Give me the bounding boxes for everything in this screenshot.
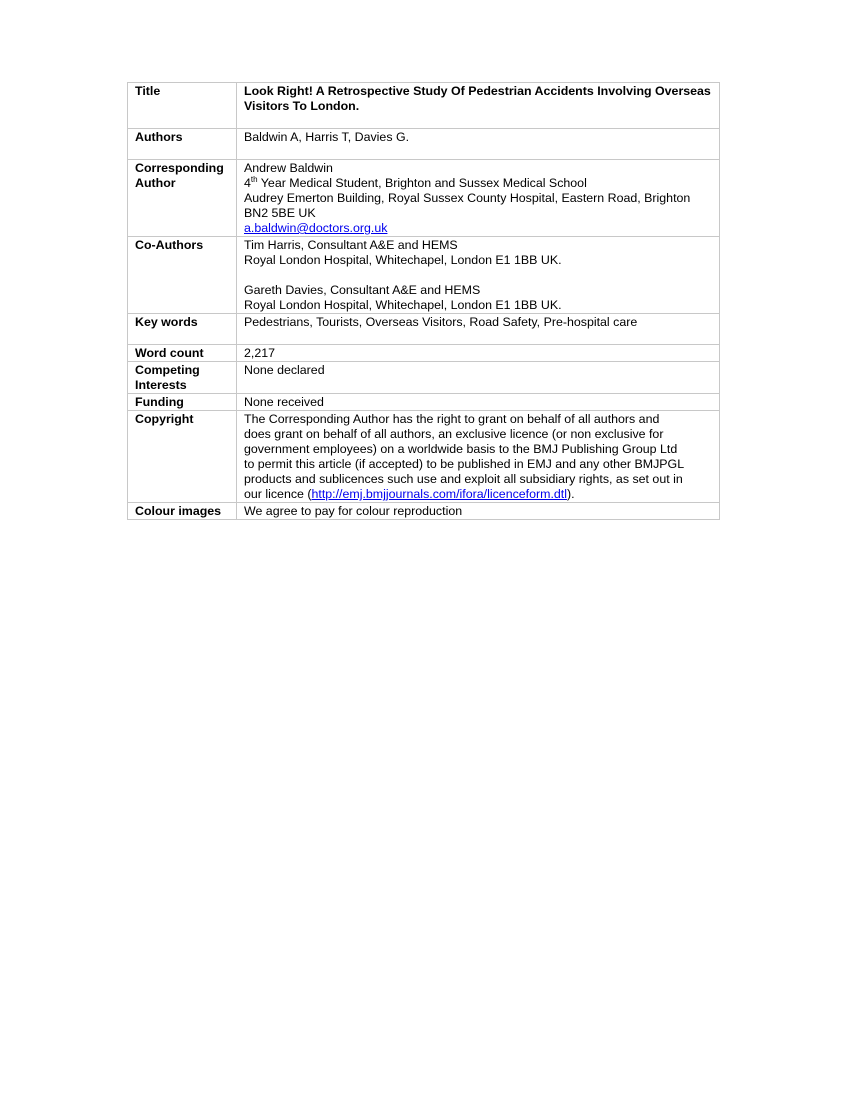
table-row-competing-interests	[128, 362, 720, 394]
keywords-value: Pedestrians, Tourists, Overseas Visitors, Road Safety, Pre-hospital care	[237, 314, 720, 345]
corresponding-label-line1: Corresponding	[135, 161, 224, 175]
word-count-label: Word count	[128, 345, 237, 362]
copyright-line6-suffix: ).	[566, 487, 575, 501]
copyright-line6	[244, 487, 713, 502]
manuscript-info-table	[127, 82, 720, 520]
corresponding-author-label	[128, 160, 237, 237]
role-suffix: th	[250, 174, 258, 184]
corresponding-address-line2: BN2 5BE UK	[244, 206, 316, 220]
copyright-line4: to permit this article (if accepted) to be published in EMJ and any other BMJPGL	[244, 457, 685, 471]
copyright-value	[237, 411, 720, 503]
coauthor1-name: Tim Harris, Consultant A&E and HEMS	[244, 238, 458, 252]
table-row-coauthors	[128, 237, 720, 314]
funding-value: None received	[237, 394, 720, 411]
table-row-authors	[128, 129, 720, 160]
keywords-label: Key words	[128, 314, 237, 345]
corresponding-label-line2: Author	[135, 176, 176, 190]
coauthor2-name: Gareth Davies, Consultant A&E and HEMS	[244, 283, 481, 297]
colour-images-value: We agree to pay for colour reproduction	[237, 503, 720, 520]
authors-label: Authors	[128, 129, 237, 160]
coauthor1-address: Royal London Hospital, Whitechapel, London E1 1BB UK.	[244, 253, 562, 267]
table-row-colour-images	[128, 503, 720, 520]
coauthors-value	[237, 237, 720, 314]
corresponding-email-link[interactable]: a.baldwin@doctors.org.uk	[244, 221, 388, 235]
table-row-corresponding-author	[128, 160, 720, 237]
copyright-label: Copyright	[128, 411, 237, 503]
licence-form-link[interactable]: http://emj.bmjjournals.com/ifora/licenceform.dtl	[311, 487, 567, 501]
title-label: Title	[128, 83, 237, 129]
copyright-line3: government employees) on a worldwide basis to the BMJ Publishing Group Ltd	[244, 442, 678, 456]
coauthors-label: Co-Authors	[128, 237, 237, 314]
table-row-copyright	[128, 411, 720, 503]
competing-interests-value: None declared	[237, 362, 720, 394]
table-row-word-count	[128, 345, 720, 362]
word-count-value: 2,217	[237, 345, 720, 362]
copyright-line5: products and sublicences such use and exploit all subsidiary rights, as set out in	[244, 472, 683, 486]
funding-label: Funding	[128, 394, 237, 411]
table-row-title	[128, 83, 720, 129]
competing-label-line2: Interests	[135, 378, 187, 392]
table-row-funding	[128, 394, 720, 411]
corresponding-address-line1: Audrey Emerton Building, Royal Sussex County Hospital, Eastern Road, Brighton	[244, 191, 691, 205]
colour-images-label: Colour images	[128, 503, 237, 520]
coauthor2-address: Royal London Hospital, Whitechapel, London E1 1BB UK.	[244, 298, 562, 312]
competing-interests-label	[128, 362, 237, 394]
competing-label-line1: Competing	[135, 363, 200, 377]
title-value: Look Right! A Retrospective Study Of Pedestrian Accidents Involving Overseas Visitors To London.	[237, 83, 720, 129]
corresponding-name: Andrew Baldwin	[244, 161, 333, 175]
copyright-line1: The Corresponding Author has the right to grant on behalf of all authors and	[244, 412, 660, 426]
role-rest: Year Medical Student, Brighton and Sussex Medical School	[257, 176, 587, 190]
authors-value: Baldwin A, Harris T, Davies G.	[237, 129, 720, 160]
role-number: 4	[244, 176, 251, 190]
table-row-keywords	[128, 314, 720, 345]
copyright-line6-prefix: our licence (	[244, 487, 312, 501]
coauthor-spacer	[244, 268, 713, 283]
corresponding-role	[244, 176, 713, 191]
corresponding-author-value	[237, 160, 720, 237]
copyright-line2: does grant on behalf of all authors, an exclusive licence (or non exclusive for	[244, 427, 664, 441]
